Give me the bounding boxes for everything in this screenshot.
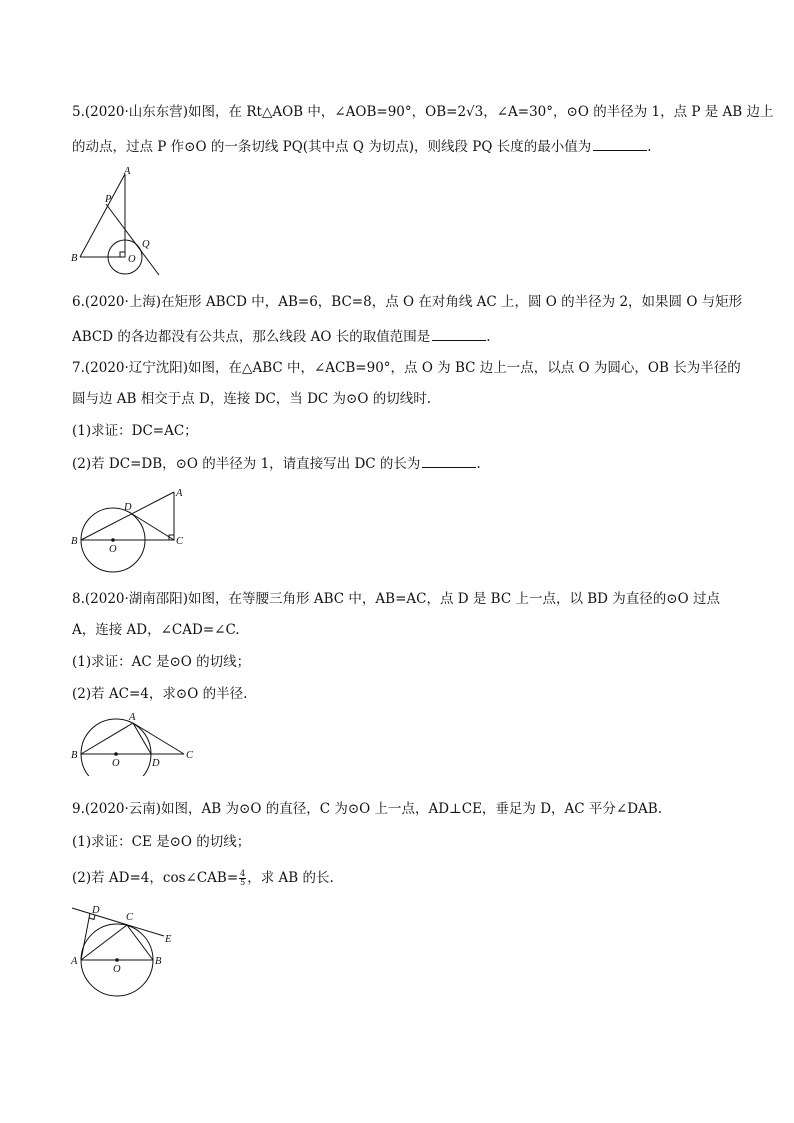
p6-line2-end: . <box>486 329 491 345</box>
p7-label-c: C <box>176 536 184 547</box>
p5-label-p: P <box>105 194 112 205</box>
p9-segment-bc <box>127 925 153 960</box>
p8-label-b: B <box>71 750 78 761</box>
p7-segment-ab <box>81 492 174 540</box>
p9-fraction-den: 5 <box>240 878 246 887</box>
p8-label-a: A <box>129 712 136 723</box>
p6-line2 <box>72 327 491 346</box>
p5-label-a: A <box>124 166 131 177</box>
p7-answer-blank <box>422 454 476 468</box>
p7-sub2 <box>72 454 481 473</box>
p7-sub1: (1)求证：DC=AC； <box>72 423 198 439</box>
p5-label-q: Q <box>142 239 150 250</box>
p9-label-e: E <box>165 934 172 945</box>
p7-label-a: A <box>176 488 183 499</box>
p7-line2: 圆与边 AB 相交于点 D，连接 DC，当 DC 为⊙O 的切线时. <box>72 391 432 407</box>
p7-segment-dc <box>129 512 174 540</box>
p7-sub2-text: (2)若 DC=DB，⊙O 的半径为 1，请直接写出 DC 的长为 <box>72 456 421 472</box>
p5-right-angle-mark <box>120 252 125 257</box>
p9-sub2-text-a: (2)若 AD=4，cos∠CAB= <box>72 870 239 886</box>
p7-label-b: B <box>71 536 78 547</box>
p9-sub1: (1)求证：CE 是⊙O 的切线； <box>72 834 251 850</box>
p8-center-dot <box>114 752 118 756</box>
p6-line1: 6.(2020·上海)在矩形 ABCD 中，AB=6，BC=8，点 O 在对角线 AC 上，圆 O 的半径为 2，如果圆 O 与矩形 <box>72 294 743 310</box>
p8-sub2: (2)若 AC=4，求⊙O 的半径. <box>72 686 248 702</box>
p5-line2 <box>72 137 652 156</box>
p8-segment-ac <box>133 723 184 754</box>
p9-line1: 9.(2020·云南)如图，AB 为⊙O 的直径，C 为⊙O 上一点，AD⊥CE，垂足为 D，AC 平分∠DAB. <box>72 801 663 817</box>
p6-answer-blank <box>432 327 486 341</box>
p5-label-o: O <box>128 254 136 265</box>
p9-label-a: A <box>71 956 78 967</box>
p9-segment-ad <box>81 913 90 960</box>
p5-line2-text: 的动点，过点 P 作⊙O 的一条切线 PQ(其中点 Q 为切点)，则线段 PQ 长度的最小值为 <box>72 139 592 155</box>
p5-figure <box>68 164 168 278</box>
p8-line2: A，连接 AD，∠CAD=∠C. <box>72 622 240 638</box>
p5-segment-ab <box>80 174 125 257</box>
p9-center-dot <box>115 958 119 962</box>
p8-label-d: D <box>152 758 160 769</box>
p9-label-o: O <box>113 964 121 975</box>
p9-sub2-text-b: ，求 AB 的长. <box>247 870 334 886</box>
p7-center-dot <box>111 538 115 542</box>
p8-segment-ab <box>81 723 133 754</box>
p9-fraction-num: 4 <box>240 869 246 878</box>
p9-label-b: B <box>155 956 162 967</box>
p9-segment-ac <box>81 925 127 960</box>
p8-figure <box>66 706 200 776</box>
p9-sub2 <box>72 869 334 887</box>
p5-line1: 5.(2020·山东东营)如图，在 Rt△AOB 中，∠AOB=90°，OB=2√3，∠A=30°，⊙O 的半径为 1，点 P 是 AB 边上 <box>72 104 774 120</box>
p5-label-b: B <box>71 253 78 264</box>
p7-label-d: D <box>124 502 132 513</box>
p8-segment-ad <box>133 723 151 754</box>
p7-label-o: O <box>109 544 117 555</box>
p9-fraction <box>239 870 246 887</box>
p7-line1: 7.(2020·辽宁沈阳)如图，在△ABC 中，∠ACB=90°，点 O 为 BC 边上一点，以点 O 为圆心，OB 长为半径的 <box>72 360 741 376</box>
p9-label-c: C <box>126 912 134 923</box>
p9-figure <box>68 902 188 1002</box>
p8-label-c: C <box>186 750 194 761</box>
p5-line2-end: . <box>647 139 652 155</box>
p8-line1: 8.(2020·湖南邵阳)如图，在等腰三角形 ABC 中，AB=AC，点 D 是 BC 上一点，以 BD 为直径的⊙O 过点 <box>72 591 720 607</box>
p7-sub2-end: . <box>476 456 481 472</box>
p6-line2-text: ABCD 的各边都没有公共点，那么线段 AO 长的取值范围是 <box>72 329 431 345</box>
p8-sub1: (1)求证：AC 是⊙O 的切线； <box>72 654 251 670</box>
p5-answer-blank <box>593 137 647 151</box>
p7-figure <box>68 484 192 574</box>
p9-label-d: D <box>92 905 100 916</box>
p8-label-o: O <box>112 758 120 769</box>
